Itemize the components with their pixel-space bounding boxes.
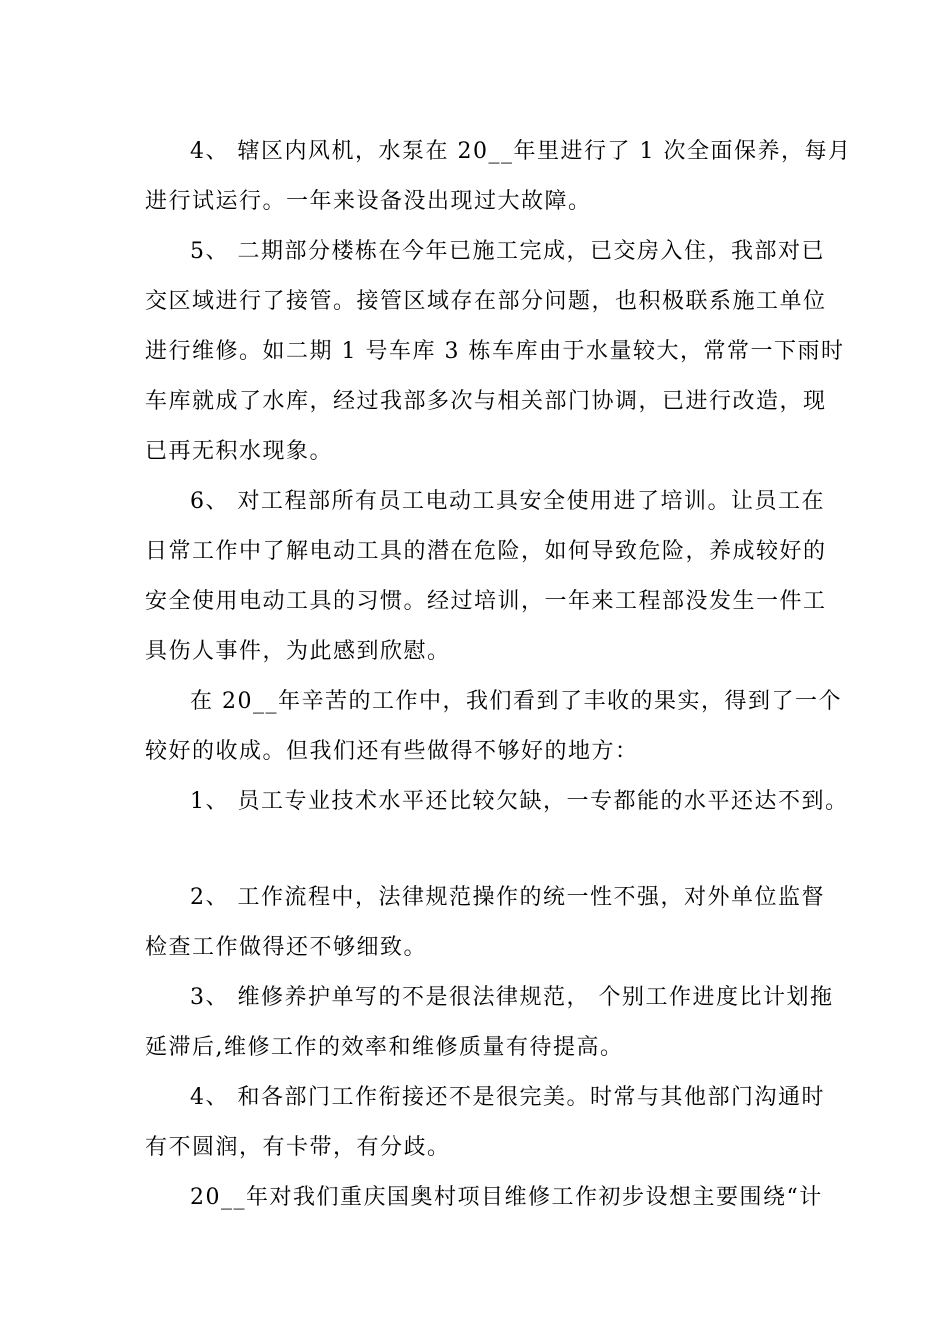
- paragraph-line: 进行维修。如二期 1 号车库 3 栋车库由于水量较大，常常一下雨时: [145, 339, 845, 364]
- paragraph-line: 延滞后,维修工作的效率和维修质量有待提高。: [145, 1035, 624, 1060]
- paragraph-line: 检查工作做得还不够细致。: [145, 935, 428, 960]
- paragraph-line: 2、 工作流程中，法律规范操作的统一性不强，对外单位监督: [190, 885, 825, 910]
- paragraph-line: 具伤人事件，为此感到欣慰。: [145, 639, 451, 664]
- paragraph-line: 4、 和各部门工作衔接还不是很完美。时常与其他部门沟通时: [190, 1085, 825, 1110]
- paragraph-line: 安全使用电动工具的习惯。经过培训，一年来工程部没发生一件工: [145, 589, 827, 614]
- paragraph-line: 日常工作中了解电动工具的潜在危险，如何导致危险，养成较好的: [145, 539, 827, 564]
- paragraph-line: 已再无积水现象。: [145, 439, 334, 464]
- paragraph-line: 交区域进行了接管。接管区域存在部分问题，也积极联系施工单位: [145, 289, 827, 314]
- paragraph-line: 有不圆润，有卡带，有分歧。: [145, 1135, 451, 1160]
- paragraph-line: 在 20__年辛苦的工作中，我们看到了丰收的果实，得到了一个: [190, 689, 842, 714]
- paragraph-line: 4、 辖区内风机，水泵在 20__年里进行了 1 次全面保养，每月: [190, 139, 852, 164]
- paragraph-line: 3、 维修养护单写的不是很法律规范， 个别工作进度比计划拖: [190, 985, 834, 1010]
- paragraph-line: 进行试运行。一年来设备没出现过大故障。: [145, 189, 592, 214]
- paragraph-line: 20__年对我们重庆国奥村项目维修工作初步设想主要围绕“计: [190, 1185, 823, 1210]
- paragraph-line: 较好的收成。但我们还有些做得不够好的地方：: [145, 739, 639, 764]
- paragraph-line: 1、 员工专业技术水平还比较欠缺，一专都能的水平还达不到。: [190, 789, 849, 814]
- paragraph-line: 6、 对工程部所有员工电动工具安全使用进了培训。让员工在: [190, 489, 825, 514]
- paragraph-line: 5、 二期部分楼栋在今年已施工完成，已交房入住，我部对已: [190, 239, 825, 264]
- paragraph-line: 车库就成了水库，经过我部多次与相关部门协调，已进行改造，现: [145, 389, 827, 414]
